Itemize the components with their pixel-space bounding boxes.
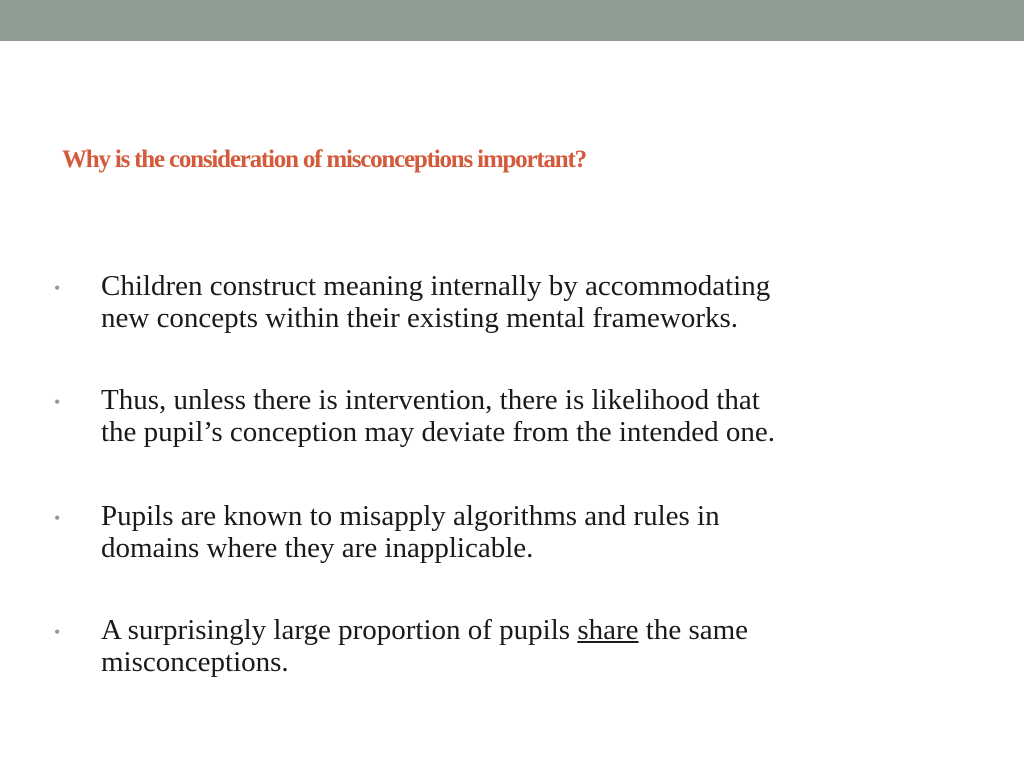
bullet-text — [101, 270, 911, 334]
bullet-line: domains where they are inapplicable. — [101, 532, 534, 564]
bullet-line-start: A surprisingly large proportion of pupils — [101, 614, 578, 646]
bullet-item — [0, 500, 1024, 580]
bullet-item — [0, 614, 1024, 694]
bullet-line-end: the same — [638, 614, 749, 646]
bullet-line: new concepts within their existing mental frameworks. — [101, 302, 739, 334]
bullet-line: misconceptions. — [101, 646, 289, 678]
bullet-icon: • — [54, 392, 61, 412]
underlined-word: share — [577, 614, 639, 646]
bullet-line: Thus, unless there is intervention, there is likelihood that — [101, 384, 760, 416]
bullet-item — [0, 384, 1024, 464]
bullet-icon: • — [54, 622, 61, 642]
bullet-icon: • — [54, 508, 61, 528]
bullet-icon: • — [54, 278, 61, 298]
top-accent-bar — [0, 0, 1024, 41]
bullet-text — [101, 500, 911, 564]
bullet-text — [101, 384, 911, 448]
bullet-line: Pupils are known to misapply algorithms and rules in — [101, 500, 720, 532]
bullet-item — [0, 270, 1024, 350]
bullet-line: the pupil’s conception may deviate from the intended one. — [101, 416, 776, 448]
slide-title: Why is the consideration of misconceptions important? — [62, 146, 586, 173]
bullet-line: Children construct meaning internally by accommodating — [101, 270, 771, 302]
bullet-text — [101, 614, 911, 678]
